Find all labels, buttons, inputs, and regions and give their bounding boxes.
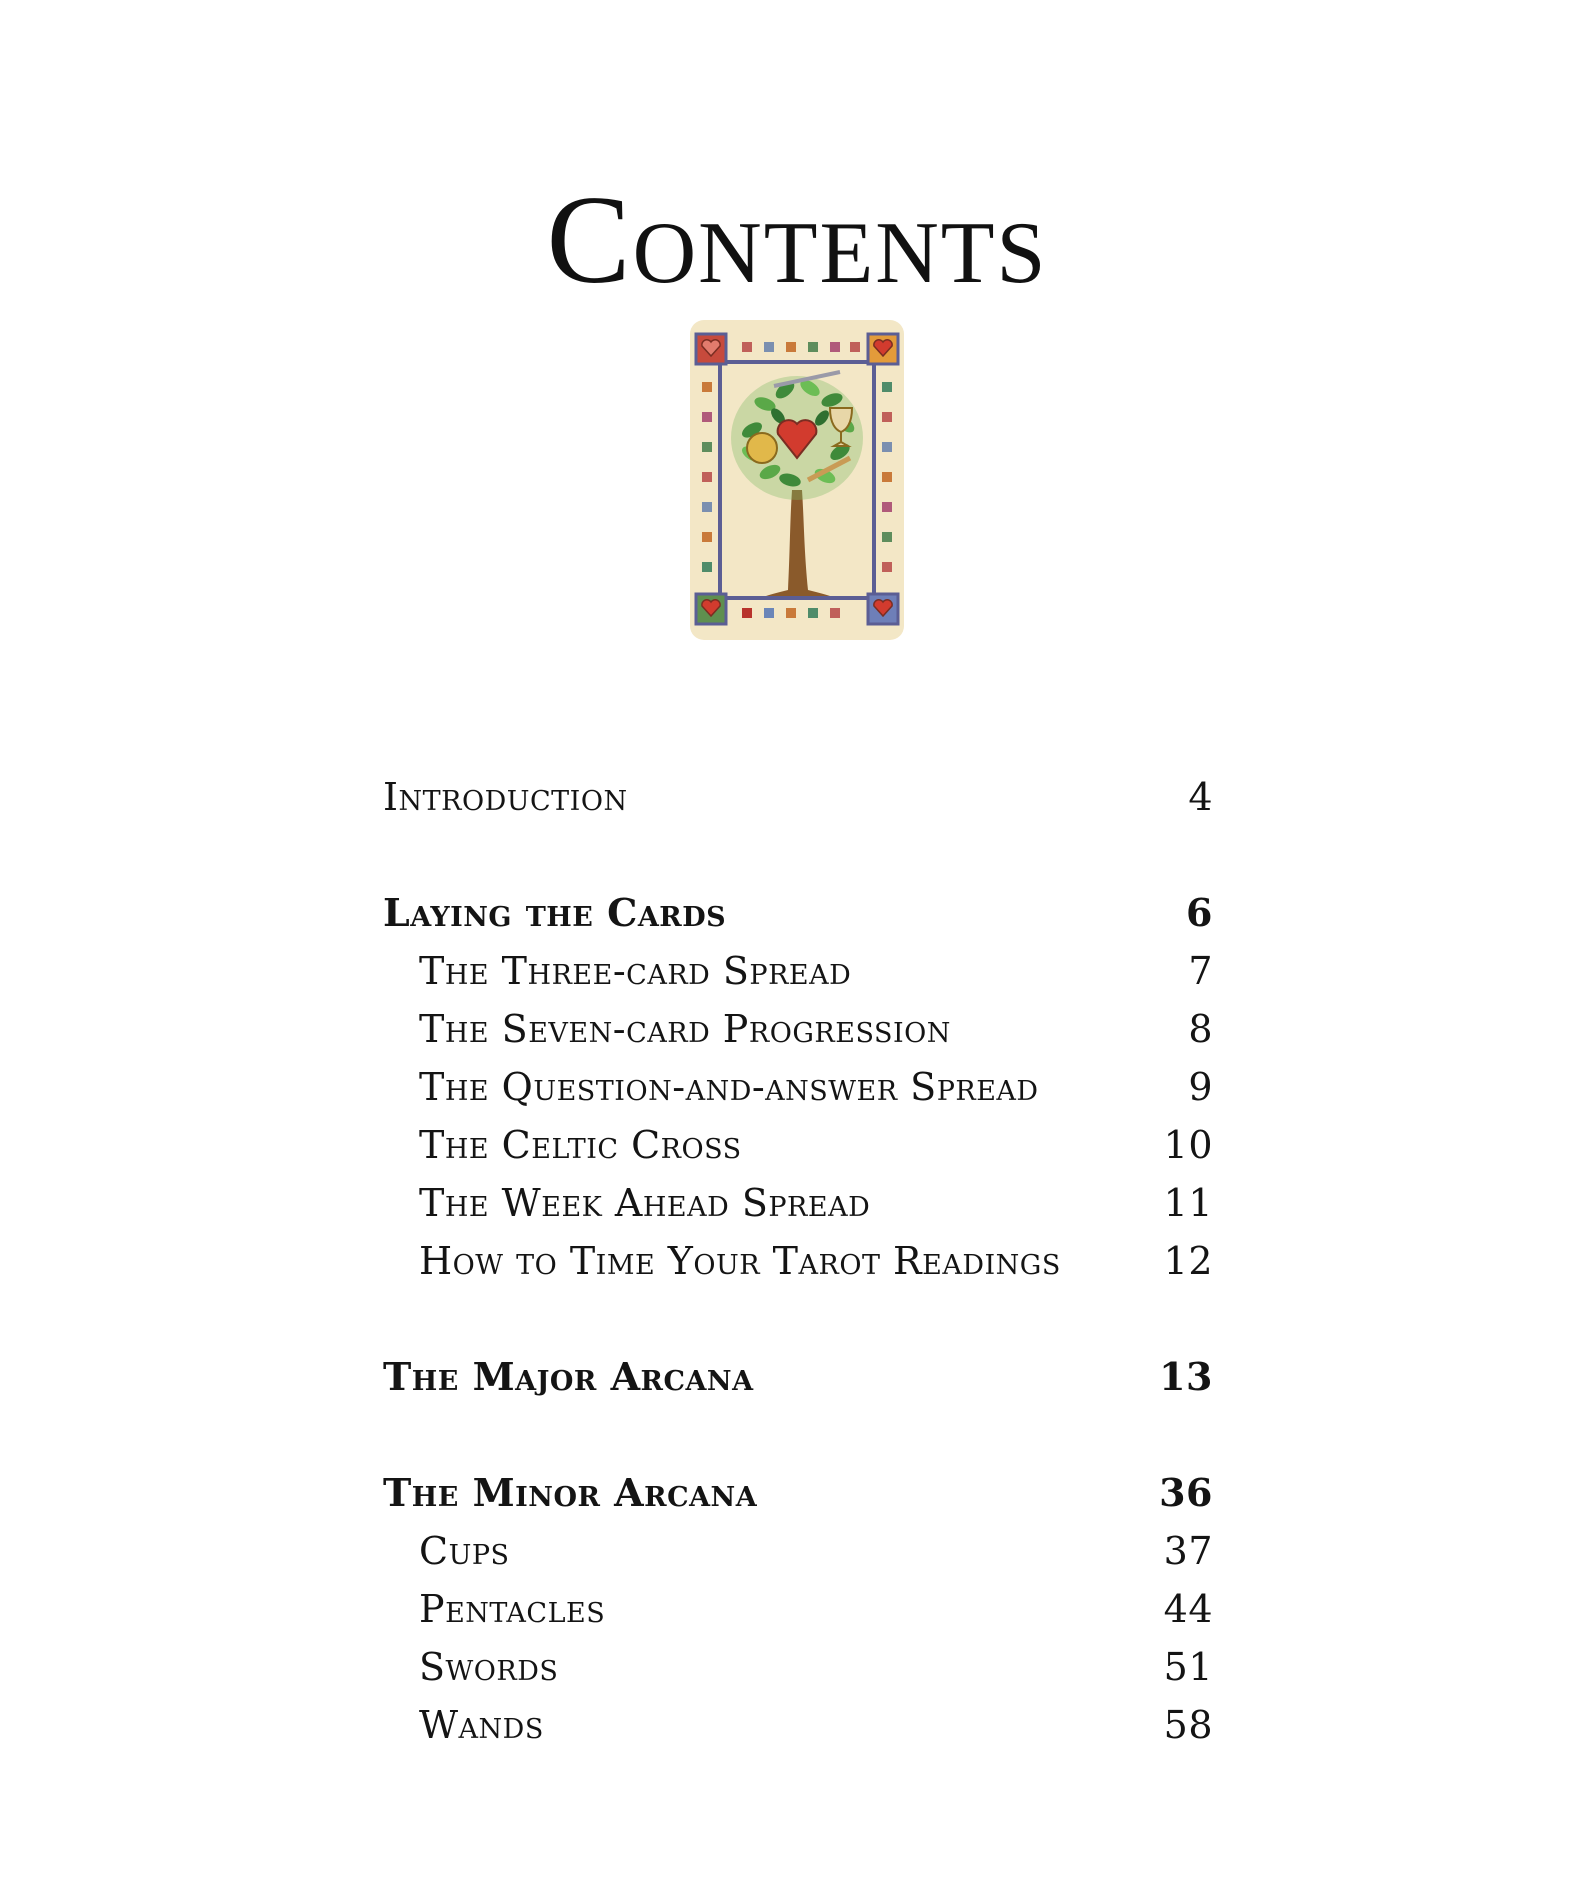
toc-subentry[interactable]: [383, 1174, 1213, 1232]
page-title: Contents: [546, 171, 1048, 310]
toc-entry-page: 12: [1163, 1239, 1213, 1283]
pentacle-symbol: [747, 433, 777, 463]
toc-entry-page: 37: [1163, 1529, 1213, 1573]
toc-entry-page: 13: [1159, 1354, 1213, 1399]
toc-entry-label: How to Time Your Tarot Readings: [419, 1239, 1061, 1283]
table-of-contents: [383, 768, 1213, 1754]
toc-subentry[interactable]: [383, 1522, 1213, 1580]
toc-entry-label: Cups: [419, 1529, 510, 1573]
toc-entry-page: 9: [1188, 1065, 1213, 1109]
toc-entry-page: 51: [1163, 1645, 1213, 1689]
toc-entry-page: 7: [1188, 949, 1213, 993]
toc-subentry[interactable]: [383, 942, 1213, 1000]
toc-subentry[interactable]: [383, 1638, 1213, 1696]
toc-entry-minor-arcana[interactable]: [383, 1464, 1213, 1522]
toc-subentry[interactable]: [383, 1580, 1213, 1638]
toc-entry-label: The Celtic Cross: [419, 1123, 742, 1167]
toc-entry-label: Swords: [419, 1645, 559, 1689]
toc-entry-label: The Question-and-answer Spread: [419, 1065, 1039, 1109]
toc-entry-laying-the-cards[interactable]: [383, 884, 1213, 942]
toc-entry-label: The Week Ahead Spread: [419, 1181, 871, 1225]
toc-entry-major-arcana[interactable]: [383, 1348, 1213, 1406]
toc-entry-introduction[interactable]: [383, 768, 1213, 826]
toc-entry-label: The Major Arcana: [383, 1354, 754, 1399]
toc-entry-page: 36: [1159, 1470, 1213, 1515]
toc-entry-page: 10: [1163, 1123, 1213, 1167]
toc-entry-label: The Minor Arcana: [383, 1470, 758, 1515]
toc-entry-label: The Three-card Spread: [419, 949, 852, 993]
toc-entry-label: Pentacles: [419, 1587, 606, 1631]
toc-subentry[interactable]: [383, 1696, 1213, 1754]
tree-of-hearts-card-icon: [690, 320, 904, 640]
tarot-card-illustration: [690, 320, 904, 640]
toc-subentry[interactable]: [383, 1232, 1213, 1290]
toc-subentry[interactable]: [383, 1058, 1213, 1116]
toc-entry-page: 44: [1163, 1587, 1213, 1631]
toc-entry-page: 8: [1188, 1007, 1213, 1051]
toc-subentry[interactable]: [383, 1000, 1213, 1058]
toc-entry-page: 11: [1163, 1181, 1213, 1225]
toc-entry-label: Wands: [419, 1703, 544, 1747]
toc-subentry[interactable]: [383, 1116, 1213, 1174]
toc-entry-page: 58: [1163, 1703, 1213, 1747]
toc-entry-page: 6: [1186, 890, 1213, 935]
toc-entry-label: Laying the Cards: [383, 890, 727, 935]
toc-entry-page: 4: [1188, 775, 1213, 819]
toc-entry-label: The Seven-card Progression: [419, 1007, 951, 1051]
toc-entry-label: Introduction: [383, 775, 628, 819]
